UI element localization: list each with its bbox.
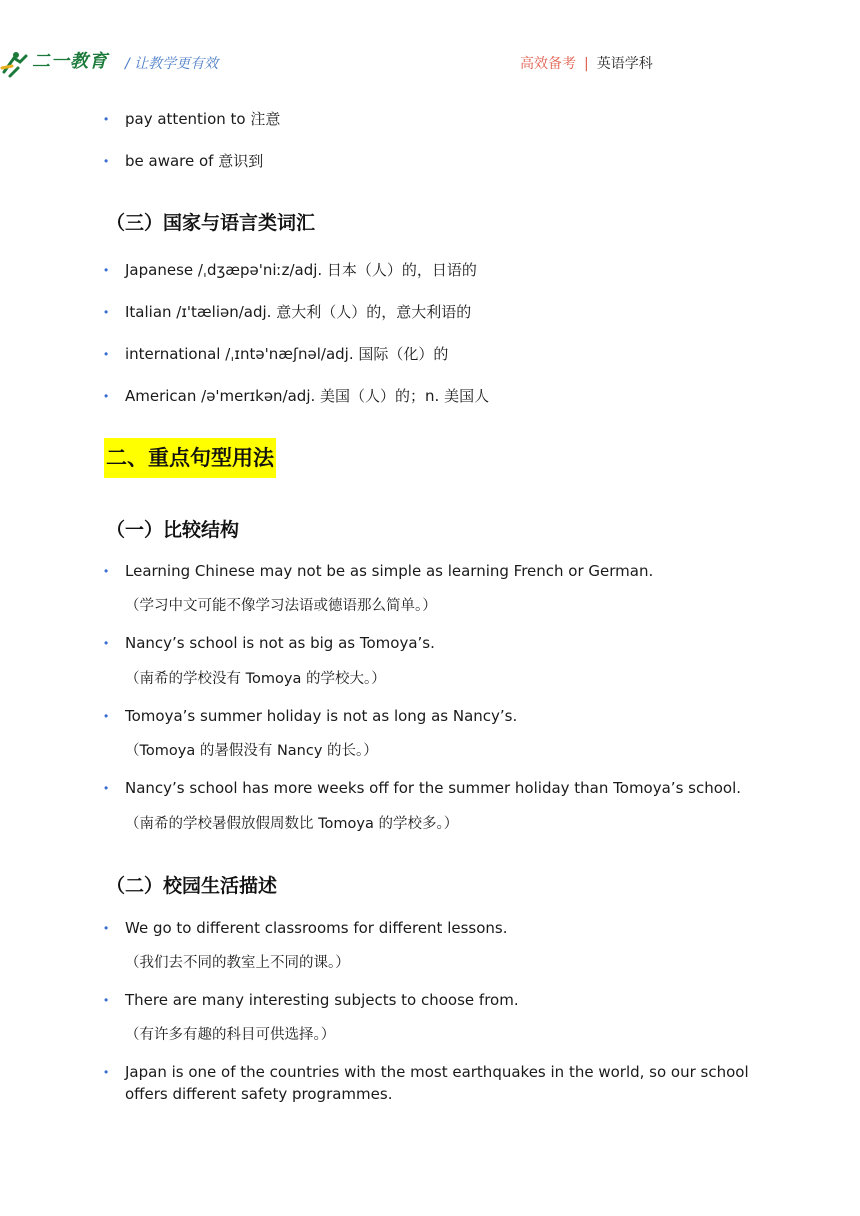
section-heading: （三）国家与语言类词汇: [106, 212, 316, 234]
bullet-icon: •: [104, 709, 109, 723]
bullet-icon: •: [104, 154, 109, 168]
sentence-zh: （南希的学校没有 Tomoya 的学校大。）: [125, 671, 386, 687]
bullet-icon: •: [104, 263, 109, 277]
sentence-zh: （南希的学校暑假放假周数比 Tomoya 的学校多。）: [125, 816, 459, 832]
sentence-zh: （学习中文可能不像学习法语或德语那么简单。）: [125, 598, 437, 614]
page-header: [0, 44, 860, 84]
vocab-item: pay attention to 注意: [125, 110, 281, 128]
vocab-item: international /ˌɪntə'næʃnəl/adj. 国际（化）的: [125, 345, 449, 363]
bullet-icon: •: [104, 1065, 109, 1079]
header-right: [520, 53, 653, 73]
logo-text: 二一教育: [32, 51, 108, 72]
bullet-icon: •: [104, 993, 109, 1007]
bullet-icon: •: [104, 564, 109, 578]
vocab-item: Japanese /ˌdʒæpə'niːz/adj. 日本（人）的，日语的: [125, 261, 477, 279]
bullet-icon: •: [104, 781, 109, 795]
part-heading: 二、重点句型用法: [104, 438, 276, 478]
sentence-zh: （Tomoya 的暑假没有 Nancy 的长。）: [125, 743, 378, 759]
bullet-icon: •: [104, 112, 109, 126]
header-slogan: / 让教学更有效: [125, 56, 219, 72]
bullet-icon: •: [104, 389, 109, 403]
sentence-en: Nancy’s school is not as big as Tomoya’s.: [125, 634, 435, 652]
sentence-en: There are many interesting subjects to choose from.: [125, 991, 519, 1009]
header-separator: |: [584, 56, 589, 72]
header-subject: 英语学科: [596, 56, 653, 72]
section-heading: （二）校园生活描述: [106, 875, 278, 897]
bullet-icon: •: [104, 305, 109, 319]
sentence-zh: （有许多有趣的科目可供选择。）: [125, 1027, 336, 1043]
bullet-icon: •: [104, 921, 109, 935]
bullet-icon: •: [104, 347, 109, 361]
sentence-en: Japan is one of the countries with the most earthquakes in the world, so our school offers different safety programmes.: [125, 1063, 749, 1103]
vocab-item: Italian /ɪ'tæliən/adj. 意大利（人）的，意大利语的: [125, 303, 472, 321]
sentence-en: Learning Chinese may not be as simple as learning French or German.: [125, 562, 654, 580]
sentence-en: Tomoya’s summer holiday is not as long as Nancy’s.: [125, 707, 518, 725]
sentence-zh: （我们去不同的教室上不同的课。）: [125, 955, 350, 971]
vocab-item: be aware of 意识到: [125, 152, 264, 170]
section-heading: （一）比较结构: [106, 519, 240, 541]
header-prep: 高效备考: [520, 56, 576, 72]
bullet-icon: •: [104, 636, 109, 650]
vocab-item: American /ə'merɪkən/adj. 美国（人）的；n. 美国人: [125, 387, 490, 405]
sentence-en: Nancy’s school has more weeks off for the summer holiday than Tomoya’s school.: [125, 779, 742, 797]
sentence-en: We go to different classrooms for different lessons.: [125, 919, 508, 937]
